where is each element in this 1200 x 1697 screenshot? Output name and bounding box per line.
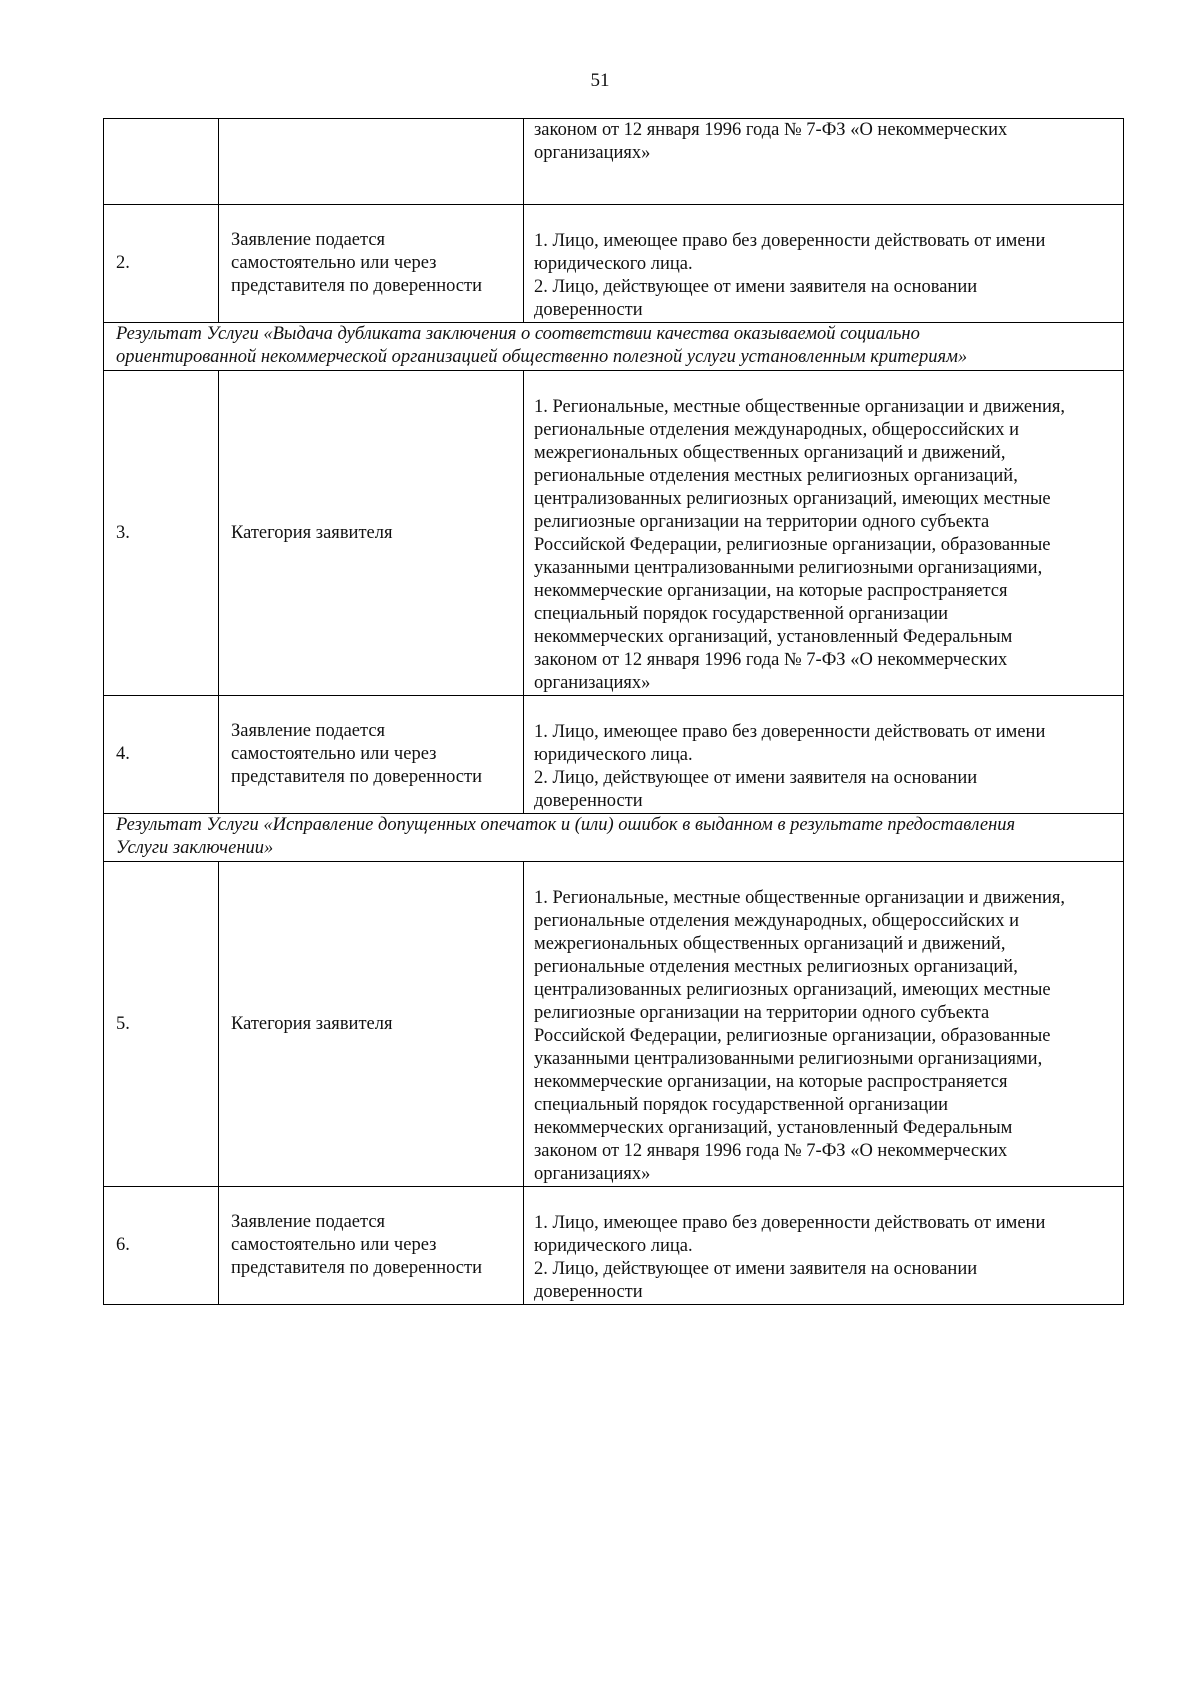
- page-number: 51: [590, 70, 610, 91]
- row-label: Заявление подается самостоятельно или через представителя по доверенности: [219, 1187, 524, 1305]
- table-row: [104, 696, 1124, 814]
- row-label: Заявление подается самостоятельно или через представителя по доверенности: [219, 205, 524, 323]
- table-row: [104, 371, 1124, 696]
- row-number: 2.: [104, 205, 219, 323]
- section-row: [104, 323, 1124, 371]
- row-content: 1. Лицо, имеющее право без доверенности действовать от имени юридического лица. 2. Лицо, действующее от имени заявителя на основании доверенности: [524, 1187, 1124, 1305]
- row-number: 6.: [104, 1187, 219, 1305]
- row-content: законом от 12 января 1996 года № 7-ФЗ «О некоммерческих организациях»: [524, 119, 1124, 205]
- table-row: [104, 1187, 1124, 1305]
- row-content: 1. Региональные, местные общественные организации и движения, региональные отделения международных, общероссийских и межрегиональных общественных организаций и движений, региональные отделения местных религиозных организаций, централизованных религиозных организаций, имеющих местные религиозные организации на территории одного субъекта Российской Федерации, религиозные организации, образованные указанными централизованными религиозными организациями, некоммерческие организации, на которые распространяется специальный порядок государственной организации некоммерческих организаций, установленный Федеральным законом от 12 января 1996 года № 7-ФЗ «О некоммерческих организациях»: [524, 371, 1124, 696]
- row-content: 1. Лицо, имеющее право без доверенности действовать от имени юридического лица. 2. Лицо, действующее от имени заявителя на основании доверенности: [524, 696, 1124, 814]
- row-content: 1. Лицо, имеющее право без доверенности действовать от имени юридического лица. 2. Лицо, действующее от имени заявителя на основании доверенности: [524, 205, 1124, 323]
- table-row: [104, 862, 1124, 1187]
- table-row: [104, 119, 1124, 205]
- row-label: Категория заявителя: [219, 862, 524, 1187]
- section-row: [104, 814, 1124, 862]
- row-label: Заявление подается самостоятельно или через представителя по доверенности: [219, 696, 524, 814]
- table-row: [104, 205, 1124, 323]
- row-content: 1. Региональные, местные общественные организации и движения, региональные отделения международных, общероссийских и межрегиональных общественных организаций и движений, региональные отделения местных религиозных организаций, централизованных религиозных организаций, имеющих местные религиозные организации на территории одного субъекта Российской Федерации, религиозные организации, образованные указанными централизованными религиозными организациями, некоммерческие организации, на которые распространяется специальный порядок государственной организации некоммерческих организаций, установленный Федеральным законом от 12 января 1996 года № 7-ФЗ «О некоммерческих организациях»: [524, 862, 1124, 1187]
- row-number: 4.: [104, 696, 219, 814]
- row-label: Категория заявителя: [219, 371, 524, 696]
- row-number: 5.: [104, 862, 219, 1187]
- row-number: [104, 119, 219, 205]
- row-number: 3.: [104, 371, 219, 696]
- criteria-table: [103, 118, 1124, 1305]
- section-heading: Результат Услуги «Исправление допущенных опечаток и (или) ошибок в выданном в результате предоставления Услуги заключении»: [104, 814, 1124, 862]
- section-heading: Результат Услуги «Выдача дубликата заключения о соответствии качества оказываемой социально ориентированной некоммерческой организацией общественно полезной услуги установленным критериям»: [104, 323, 1124, 371]
- row-label: [219, 119, 524, 205]
